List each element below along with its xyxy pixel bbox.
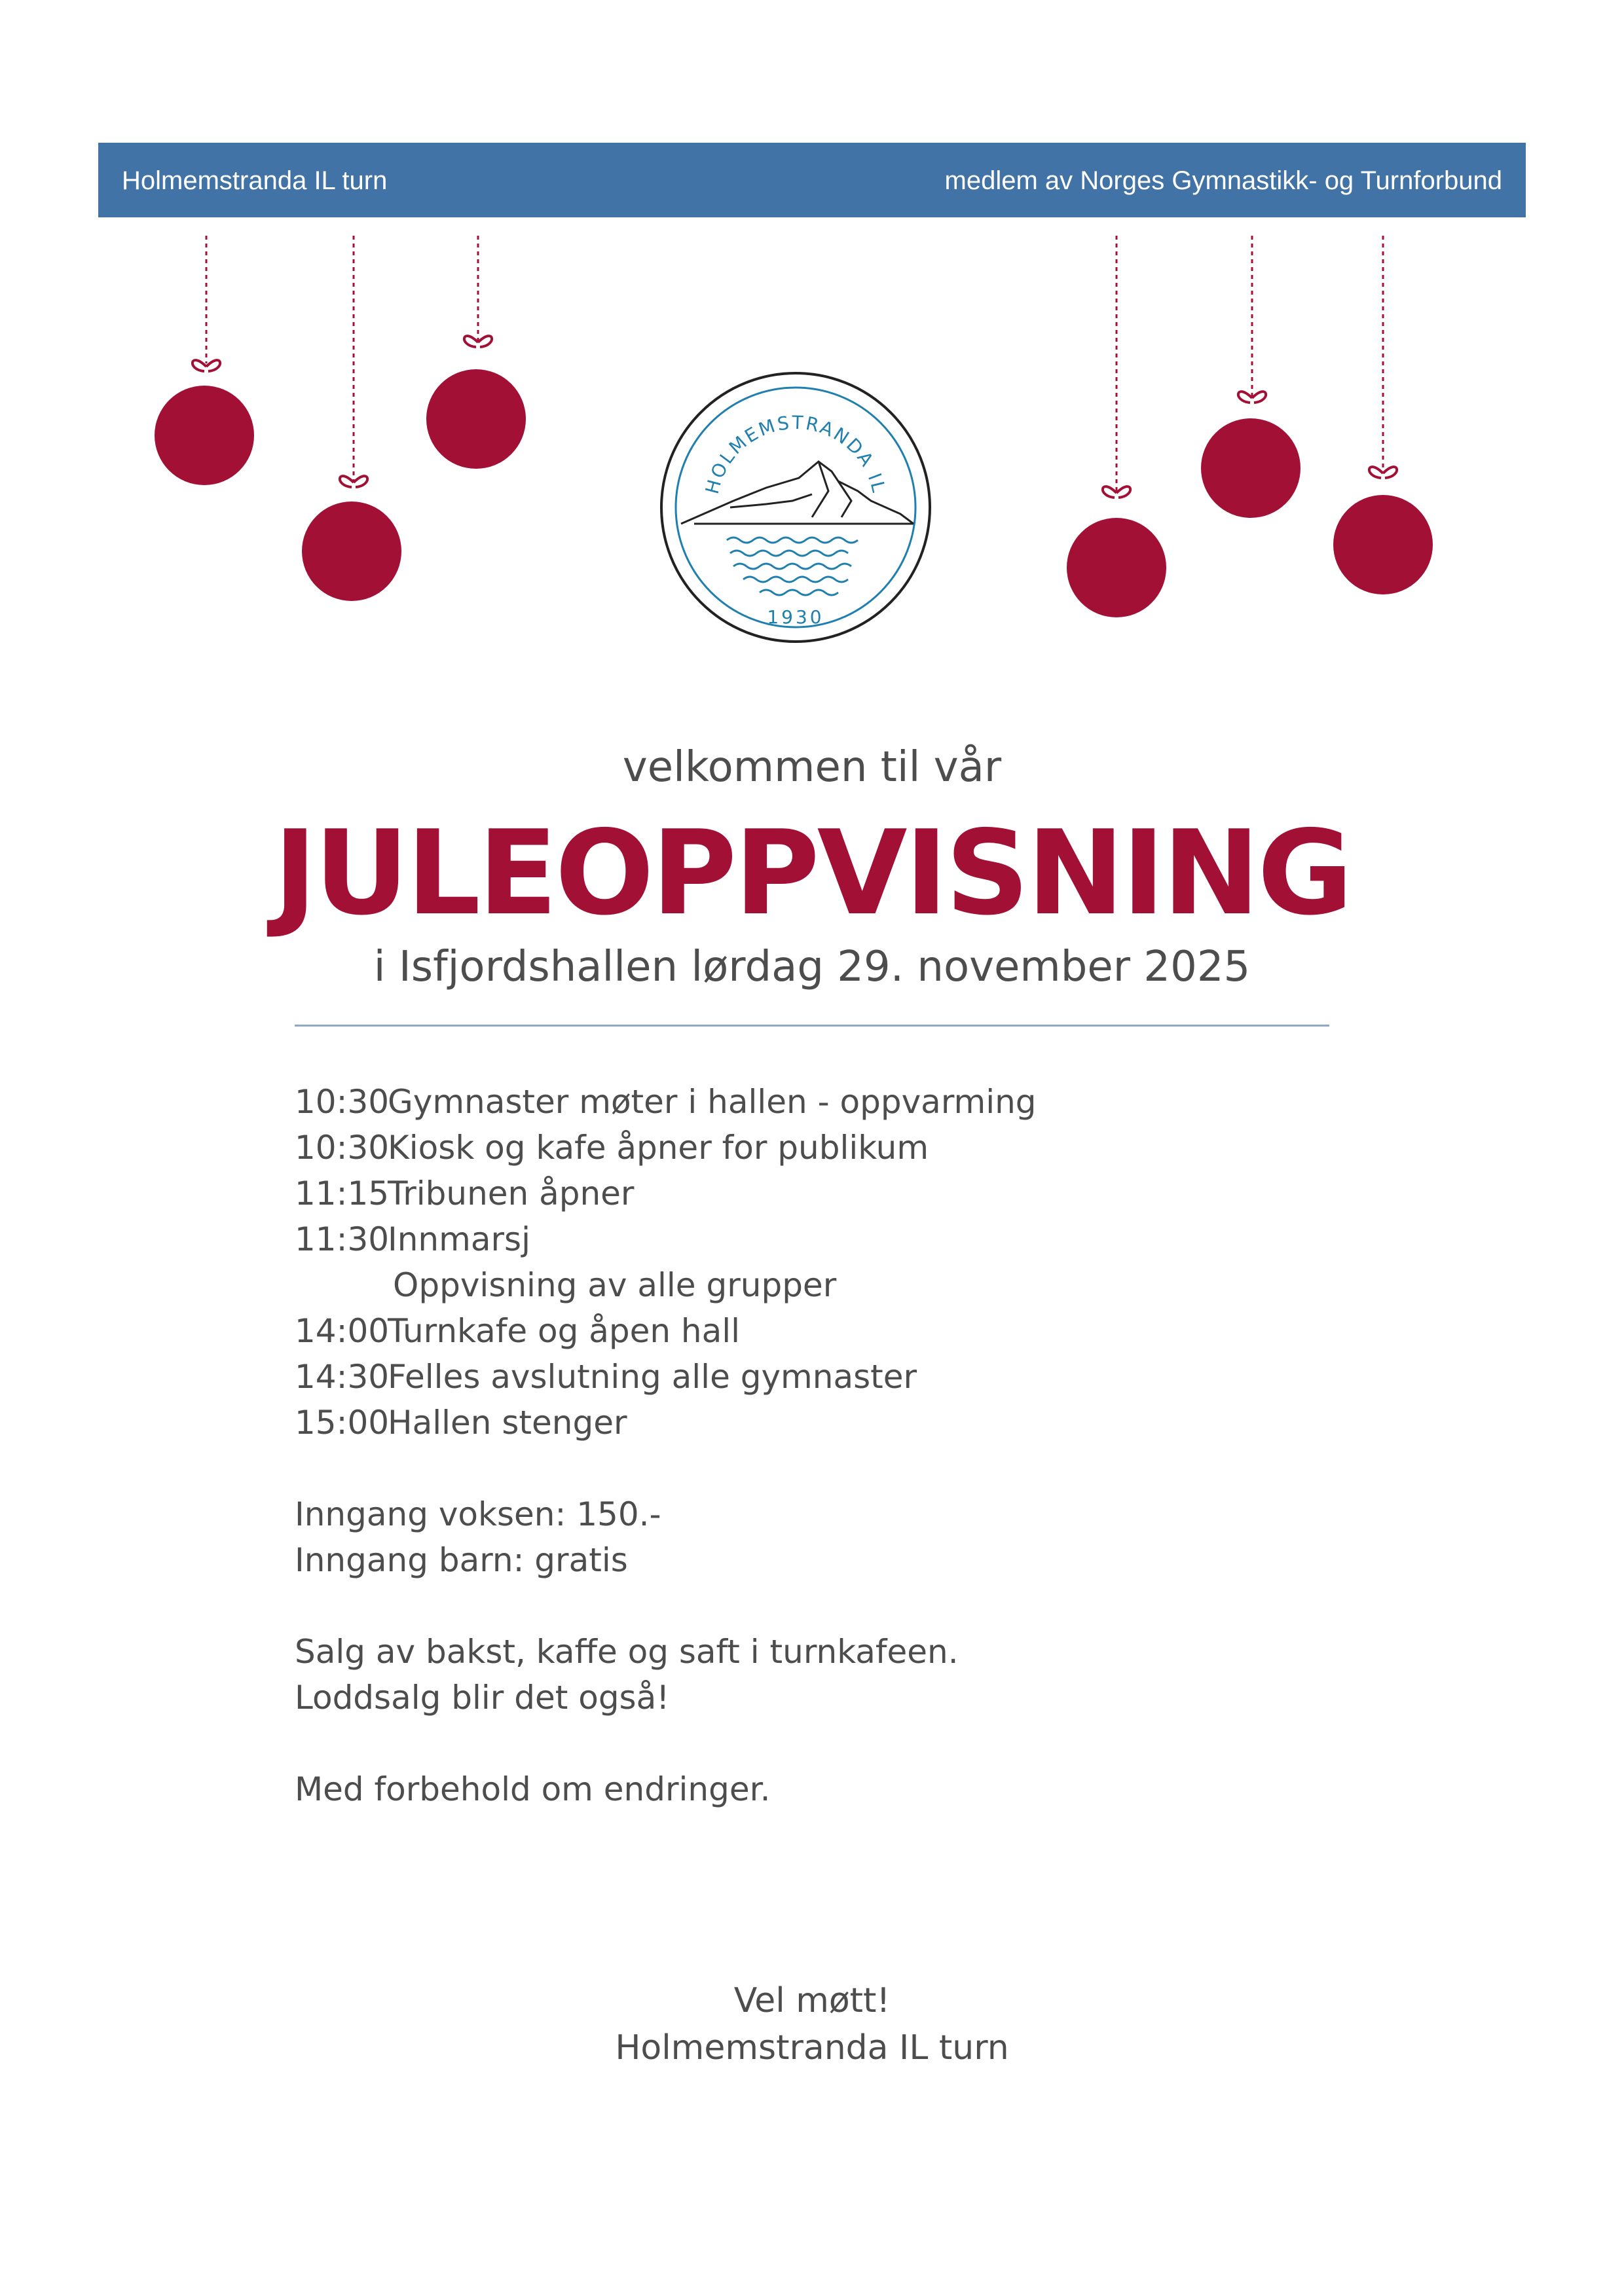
- price-adult: Inngang voksen: 150.-: [295, 1495, 661, 1533]
- schedule-text: Tribunen åpner: [388, 1175, 635, 1212]
- ornament-3-icon: [419, 232, 537, 475]
- schedule-text: Gymnaster møter i hallen - oppvarming: [388, 1083, 1037, 1121]
- schedule-item: [295, 1171, 1408, 1216]
- schedule-item: [295, 1400, 1408, 1446]
- ornament-5-icon: [1192, 232, 1310, 527]
- footer: [0, 1977, 1624, 2071]
- schedule-item: [295, 1262, 1408, 1308]
- ornament-6-icon: [1323, 232, 1441, 599]
- schedule-text: Kiosk og kafe åpner for publikum: [388, 1129, 929, 1167]
- schedule-time: 11:30: [295, 1220, 390, 1258]
- page-title: JULEOPPVISNING: [273, 805, 1351, 941]
- schedule-time: 14:30: [295, 1358, 390, 1396]
- schedule-time: 15:00: [295, 1404, 390, 1442]
- club-logo: [655, 367, 936, 648]
- event-location-date: i Isfjordshallen lørdag 29. november 2025: [373, 943, 1251, 991]
- footer-greeting: Vel møtt!: [733, 1981, 891, 2020]
- disclaimer: Med forbehold om endringer.: [295, 1770, 771, 1808]
- lottery-info: Loddsalg blir det også!: [295, 1679, 670, 1717]
- schedule-item: [295, 1079, 1408, 1125]
- intro-text: velkommen til vår: [622, 743, 1002, 792]
- ornament-1-icon: [144, 232, 262, 488]
- schedule-text: Felles avslutning alle gymnaster: [388, 1358, 917, 1396]
- schedule-item: [295, 1216, 1408, 1262]
- price-child: Inngang barn: gratis: [295, 1541, 628, 1579]
- ornament-2-icon: [298, 232, 416, 612]
- schedule-text: Innmarsj: [388, 1220, 530, 1258]
- header-membership: medlem av Norges Gymnastikk- og Turnforbund: [944, 166, 1502, 195]
- schedule-item: [295, 1125, 1408, 1171]
- logo-arc-text: HOLMEMSTRANDA IL: [701, 411, 891, 496]
- header-club-name: Holmemstranda IL turn: [122, 166, 388, 195]
- schedule-item: [295, 1308, 1408, 1354]
- program-content: [295, 1079, 1408, 1812]
- schedule-text: Oppvisning av alle grupper: [393, 1266, 837, 1304]
- ornament-4-icon: [1061, 232, 1179, 625]
- schedule-text: Hallen stenger: [388, 1404, 627, 1442]
- schedule-time: 14:00: [295, 1312, 390, 1350]
- schedule-time: 10:30: [295, 1129, 390, 1167]
- logo-year: 1930: [767, 606, 824, 628]
- footer-signature: Holmemstranda IL turn: [615, 2028, 1009, 2068]
- schedule-text: Turnkafe og åpen hall: [388, 1312, 741, 1350]
- sales-info: Salg av bakst, kaffe og saft i turnkafeen.: [295, 1633, 959, 1671]
- header-bar: [98, 143, 1526, 217]
- schedule-item: [295, 1354, 1408, 1400]
- schedule-time: 10:30: [295, 1083, 390, 1121]
- divider: [295, 1025, 1329, 1027]
- schedule-time: 11:15: [295, 1175, 390, 1212]
